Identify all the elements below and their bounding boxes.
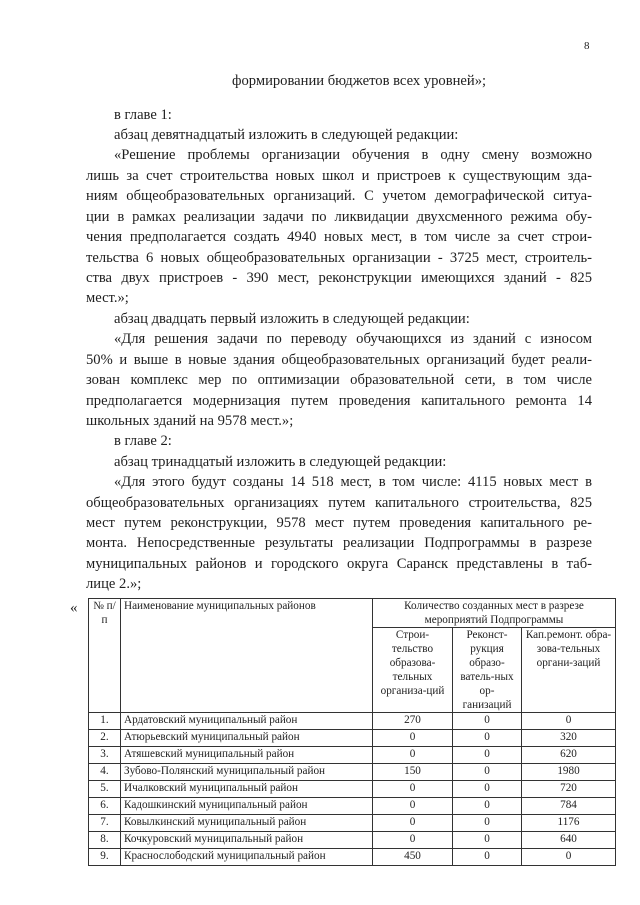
text-line: в главе 1: [114,107,172,123]
row-district: Ковылкинский муниципальный район [121,815,373,832]
text-line: зован комплекс мер по оптимизации образовательной сети, в том числе [86,372,592,388]
row-district: Зубово-Полянский муниципальный район [121,764,373,781]
row-repair: 640 [522,832,616,849]
text-line: лишь за счет строительства новых школ и пристроев к существующим зда- [86,168,592,184]
row-recon: 0 [453,849,522,866]
row-repair: 320 [522,730,616,747]
text-line: ниям общеобразовательных организаций. С учетом демографической ситуа- [86,188,592,204]
text-line: 50% и выше в новые здания общеобразовательных организаций будет реали- [86,352,592,368]
row-build: 270 [373,713,453,730]
table-row [89,764,616,781]
row-district: Атюрьевский муниципальный район [121,730,373,747]
text-line: абзац тринадцатый изложить в следующей редакции: [114,454,447,470]
text-line: абзац двадцать первый изложить в следующей редакции: [114,311,470,327]
table-row [89,798,616,815]
row-recon: 0 [453,764,522,781]
text-line: формировании бюджетов всех уровней»; [232,73,487,89]
text-line: ции в рамках реализации задачи по ликвидации двухсменного режима обу- [86,209,592,225]
table-row [89,730,616,747]
text-line: ства двух пристроев - 390 мест, реконструкции имеющихся зданий - 825 [86,270,592,286]
text-line: в главе 2: [114,433,172,449]
row-num: 8. [89,832,121,849]
row-num: 9. [89,849,121,866]
row-district: Атяшевский муниципальный район [121,747,373,764]
row-repair: 0 [522,849,616,866]
row-build: 0 [373,781,453,798]
table-row [89,713,616,730]
text-line: мест.»; [86,290,129,306]
row-district: Ардатовский муниципальный район [121,713,373,730]
results-table [88,598,616,866]
text-line: «Для этого будут созданы 14 518 мест, в том числе: 4115 новых мест в [114,474,592,490]
row-build: 0 [373,798,453,815]
text-line: чения предполагается создать 4940 новых мест, в том числе за счет строи- [86,229,592,245]
row-recon: 0 [453,781,522,798]
text-line: абзац девятнадцатый изложить в следующей редакции: [114,127,459,143]
quote-open-mark: « [70,600,78,616]
row-num: 6. [89,798,121,815]
row-num: 4. [89,764,121,781]
table-row [89,781,616,798]
row-recon: 0 [453,730,522,747]
row-repair: 1980 [522,764,616,781]
row-num: 1. [89,713,121,730]
row-recon: 0 [453,832,522,849]
row-recon: 0 [453,798,522,815]
row-build: 0 [373,832,453,849]
header-build: Строи-тельство образова-тельных организа-ций [373,628,453,713]
row-district: Кадошкинский муниципальный район [121,798,373,815]
row-district: Ичалковский муниципальный район [121,781,373,798]
row-recon: 0 [453,815,522,832]
text-line: муниципальных районов и городского округа Саранск представлены в таб- [86,556,592,572]
header-recon: Реконст-рукция образо-ватель-ных ор-ганизаций [453,628,522,713]
row-num: 7. [89,815,121,832]
row-repair: 0 [522,713,616,730]
page-number: 8 [584,40,590,52]
row-build: 450 [373,849,453,866]
table-row [89,832,616,849]
text-line: общеобразовательных организациях путем капитального строительства, 825 [86,495,592,511]
table-row [89,849,616,866]
table-row [89,815,616,832]
row-recon: 0 [453,747,522,764]
row-build: 0 [373,815,453,832]
row-recon: 0 [453,713,522,730]
row-build: 0 [373,747,453,764]
table-row [89,747,616,764]
header-name: Наименование муниципальных районов [121,599,373,713]
text-line: тельства 6 новых общеобразовательных организации - 3725 мест, строитель- [86,250,592,266]
row-num: 3. [89,747,121,764]
row-repair: 620 [522,747,616,764]
text-line: монта. Непосредственные результаты реализации Подпрограммы в разрезе [86,535,592,551]
row-build: 150 [373,764,453,781]
header-repair: Кап.ремонт. обра-зова-тельных органи-заций [522,628,616,713]
text-line: «Для решения задачи по переводу обучающихся из зданий с износом [114,331,592,347]
text-line: лице 2.»; [86,576,142,592]
text-line: «Решение проблемы организации обучения в одну смену возможно [114,147,592,163]
row-repair: 784 [522,798,616,815]
text-line: мест путем реконструкции, 9578 мест путем проведения капитального ре- [86,515,592,531]
row-district: Кочкуровский муниципальный район [121,832,373,849]
header-num: № п/п [89,599,121,713]
header-group: Количество созданных мест в разрезе мероприятий Подпрограммы [373,599,616,628]
row-build: 0 [373,730,453,747]
row-repair: 1176 [522,815,616,832]
row-num: 5. [89,781,121,798]
text-line: предполагается модернизация путем проведения капитального ремонта 14 [86,393,592,409]
row-district: Краснослободский муниципальный район [121,849,373,866]
row-num: 2. [89,730,121,747]
text-line: школьных зданий на 9578 мест.»; [86,413,294,429]
row-repair: 720 [522,781,616,798]
